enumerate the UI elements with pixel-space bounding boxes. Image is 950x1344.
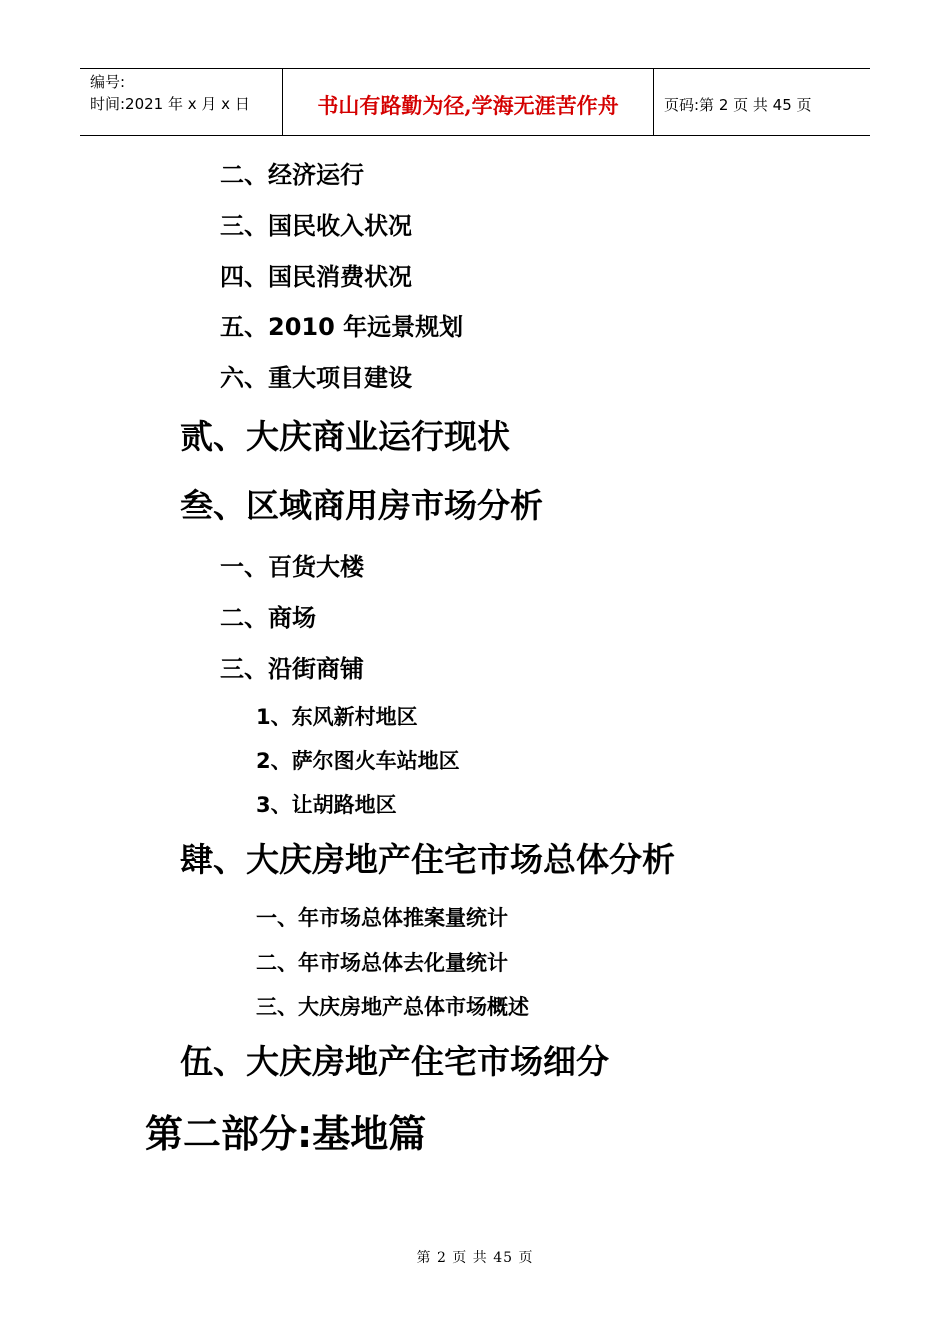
header-meta: [80, 69, 282, 135]
toc-item-department-store: 一、百货大楼: [220, 553, 364, 581]
toc-subitem-absorption-stats: 二、年市场总体去化量统计: [256, 951, 508, 975]
toc-section-residential-overall: 肆、大庆房地产住宅市场总体分析: [180, 840, 675, 879]
number-label: 编号:: [90, 73, 126, 91]
toc-item-national-income: 三、国民收入状况: [220, 212, 412, 240]
toc-item-national-consumption: 四、国民消费状况: [220, 263, 412, 291]
toc-item-mall: 二、商场: [220, 604, 316, 632]
toc-item-econ-running: 二、经济运行: [220, 161, 364, 189]
toc-subitem-dongfeng: 1、东风新村地区: [256, 705, 418, 729]
toc-subitem-ranghulu: 3、让胡路地区: [256, 793, 397, 817]
toc-section-commerce-status: 贰、大庆商业运行现状: [180, 417, 510, 456]
toc-section-residential-segment: 伍、大庆房地产住宅市场细分: [180, 1042, 609, 1081]
toc-item-plan-2010: 五、2010 年远景规划: [220, 313, 464, 341]
header-motto: [282, 69, 654, 135]
toc-section-regional-commercial: 叁、区域商用房市场分析: [180, 486, 543, 525]
toc-item-street-shops: 三、沿街商铺: [220, 655, 364, 683]
toc-subitem-market-overview: 三、大庆房地产总体市场概述: [256, 995, 529, 1019]
document-header: [80, 68, 870, 136]
motto-text: 书山有路勤为径,学海无涯苦作舟: [317, 93, 619, 118]
page-info-text: 页码:第 2 页 共 45 页: [664, 95, 812, 114]
toc-subitem-saertu: 2、萨尔图火车站地区: [256, 749, 460, 773]
toc-subitem-supply-stats: 一、年市场总体推案量统计: [256, 906, 508, 930]
header-page-info: [654, 69, 870, 135]
toc-part-two: 第二部分:基地篇: [145, 1112, 427, 1156]
toc-item-major-projects: 六、重大项目建设: [220, 364, 412, 392]
page-footer: 第 2 页 共 45 页: [416, 1250, 534, 1266]
time-label: 时间:2021 年 x 月 x 日: [90, 95, 250, 113]
